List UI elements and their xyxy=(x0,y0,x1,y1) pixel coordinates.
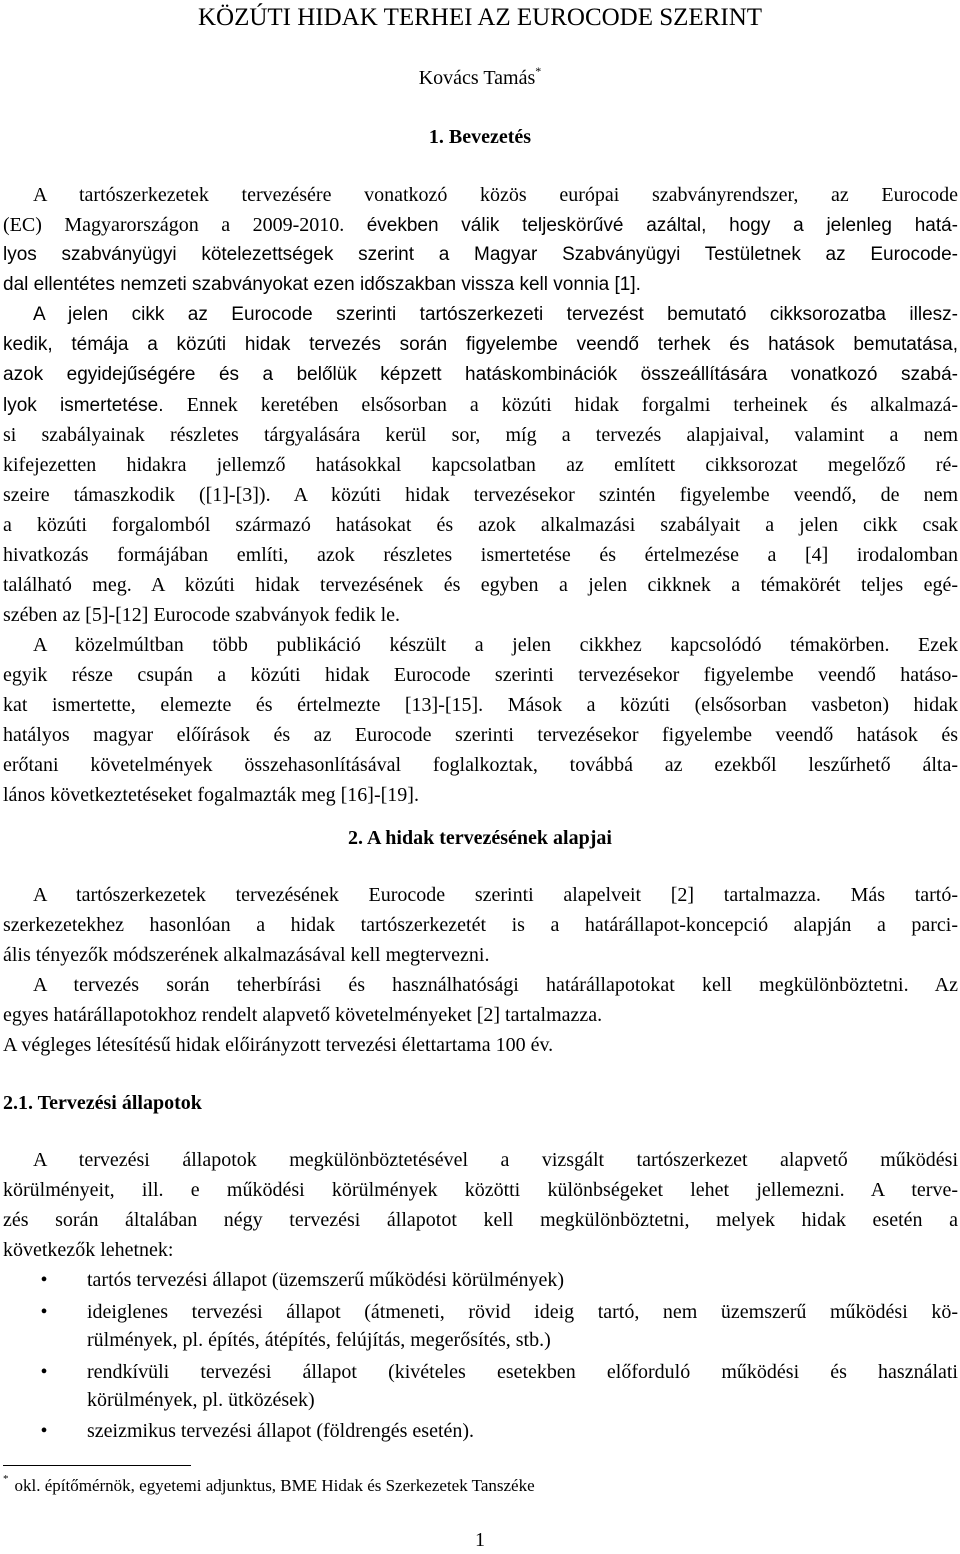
paragraph-line: A tartószerkezetek tervezésének Eurocode szerinti alapelveit [2] tartalmazza. Más tartó- xyxy=(33,884,958,906)
text-segment: lyok ismertetése. xyxy=(3,395,187,416)
footnote xyxy=(3,1472,535,1500)
paragraph-line: egyik része csupán a közúti hidak Eurocode szerinti tervezésekor figyelembe veendő hatáso- xyxy=(3,664,958,686)
paragraph-line: si szabályainak részletes tárgyalására kerül sor, míg a tervezés alapjaival, valamint a nem xyxy=(3,424,958,446)
list-item: ideiglenes tervezési állapot (átmeneti, rövid ideig tartó, nem üzemszerű működési kö- xyxy=(87,1301,958,1323)
paragraph-line: lyos szabványügyi kötelezettségek szerint a Magyar Szabványügyi Testületnek az Eurocode- xyxy=(3,244,958,265)
paragraph-line: A tartószerkezetek tervezésére vonatkozó közös európai szabványrendszer, az Eurocode xyxy=(33,184,958,206)
bullet-icon: • xyxy=(40,1361,48,1383)
paragraph-line: körülményeit, ill. e működési körülmények közötti különbségeket lehet jellemezni. A terve- xyxy=(3,1179,958,1201)
text-segment: (EC) Magyarországon a 2009-2010. xyxy=(3,214,367,236)
bullet-icon: • xyxy=(40,1301,48,1323)
paragraph-line: A jelen cikk az Eurocode szerinti tartószerkezeti tervezést bemutató cikksorozatba illesz- xyxy=(33,304,958,325)
bullet-icon: • xyxy=(40,1269,48,1291)
bullet-icon: • xyxy=(40,1420,48,1442)
paragraph-line: a közúti forgalomból származó hatásokat és azok alkalmazási szabályait a jelen cikk csak xyxy=(3,514,958,536)
paragraph-line: azok egyidejűségére és a belőlük képzett hatáskombinációk összeállítására vonatkozó szabá- xyxy=(3,364,958,385)
paragraph-line: szében az [5]-[12] Eurocode szabványok fedik le. xyxy=(3,604,401,626)
list-item: szeizmikus tervezési állapot (földrengés esetén). xyxy=(87,1420,475,1442)
paragraph-line: erőtani követelmények összehasonlításával foglalkoztak, továbbá az ezekből leszűrhető álta- xyxy=(3,754,958,776)
paragraph-line: A végleges létesítésű hidak előirányzott tervezési élettartama 100 év. xyxy=(3,1034,554,1056)
list-item: tartós tervezési állapot (üzemszerű működési körülmények) xyxy=(87,1269,565,1291)
paragraph-line: kedik, témája a közúti hidak tervezés során figyelembe veendő terhek és hatások bemutatása, xyxy=(3,334,958,355)
list-item-continuation: rülmények, pl. építés, átépítés, felújítás, megerősítés, stb.) xyxy=(87,1329,551,1351)
author-footnote-mark: * xyxy=(535,64,542,78)
paragraph-line xyxy=(3,210,958,240)
text-segment: Ennek keretében elsősorban a közúti hidak forgalmi terheinek és alkalmazá- xyxy=(186,394,958,416)
paragraph-line: A közelmúltban több publikáció készült a jelen cikkhez kapcsolódó témakörben. Ezek xyxy=(33,634,958,656)
paragraph-line: következők lehetnek: xyxy=(3,1239,174,1261)
paragraph-line: lános következtetéseket fogalmazták meg [16]-[19]. xyxy=(3,784,419,806)
footnote-separator xyxy=(3,1465,191,1466)
paragraph-line: hatályos magyar előírások és az Eurocode szerinti tervezésekor figyelembe veendő hatások és xyxy=(3,724,958,746)
paragraph-line: ális tényezők módszerének alkalmazásával kell megtervezni. xyxy=(3,944,490,966)
paragraph-line: található meg. A közúti hidak tervezésének és egyben a jelen cikknek a témakörét teljes egé- xyxy=(3,574,958,596)
author-name: Kovács Tamás xyxy=(418,67,536,89)
paragraph-line: dal ellentétes nemzeti szabványokat ezen időszakban vissza kell vonnia [1]. xyxy=(3,274,641,295)
section-heading-2: 2. A hidak tervezésének alapjai xyxy=(348,827,612,849)
paragraph-line xyxy=(3,390,958,420)
paragraph-line: szerkezetekhez hasonlóan a hidak tartószerkezetét is a határállapot-koncepció alapján a parci- xyxy=(3,914,958,936)
footnote-text: okl. építőmérnök, egyetemi adjunktus, BME Hidak és Szerkezetek Tanszéke xyxy=(14,1476,535,1495)
paragraph-line: kifejezetten hidakra jellemző hatásokkal kapcsolatban az említett cikksorozat megelőző ré- xyxy=(3,454,958,476)
section-heading-1: 1. Bevezetés xyxy=(428,126,532,148)
author-line xyxy=(0,64,960,92)
paragraph-line: A tervezés során teherbírási és használhatósági határállapotokat kell megkülönböztetni. Az xyxy=(33,974,958,996)
footnote-mark: * xyxy=(3,1473,9,1485)
list-item-continuation: körülmények, pl. ütközések) xyxy=(87,1389,315,1411)
section-heading-2-1: 2.1. Tervezési állapotok xyxy=(3,1092,202,1114)
paragraph-line: kat ismertette, elemezte és értelmezte [13]-[15]. Mások a közúti (elsősorban vasbeton) hidak xyxy=(3,694,958,716)
paragraph-line: egyes határállapotokhoz rendelt alapvető követelményeket [2] tartalmazza. xyxy=(3,1004,603,1026)
list-item: rendkívüli tervezési állapot (kivételes esetekben előforduló működési és használati xyxy=(87,1361,958,1383)
paragraph-line: A tervezési állapotok megkülönböztetésével a vizsgált tartószerkezet alapvető működési xyxy=(33,1149,958,1171)
paragraph-line: zés során általában négy tervezési állapotot kell megkülönböztetni, melyek hidak esetén a xyxy=(3,1209,958,1231)
page-number: 1 xyxy=(475,1529,485,1551)
page-title: KÖZÚTI HIDAK TERHEI AZ EUROCODE SZERINT xyxy=(197,4,763,31)
paragraph-line: szeire támaszkodik ([1]-[3]). A közúti hidak tervezésekor szintén figyelembe veendő, de nem xyxy=(3,484,958,506)
text-segment: években válik teljeskörűvé azáltal, hogy a jelenleg hatá- xyxy=(366,215,959,236)
paragraph-line: hivatkozás formájában említi, azok részletes ismertetése és értelmezése a [4] irodalomban xyxy=(3,544,958,566)
